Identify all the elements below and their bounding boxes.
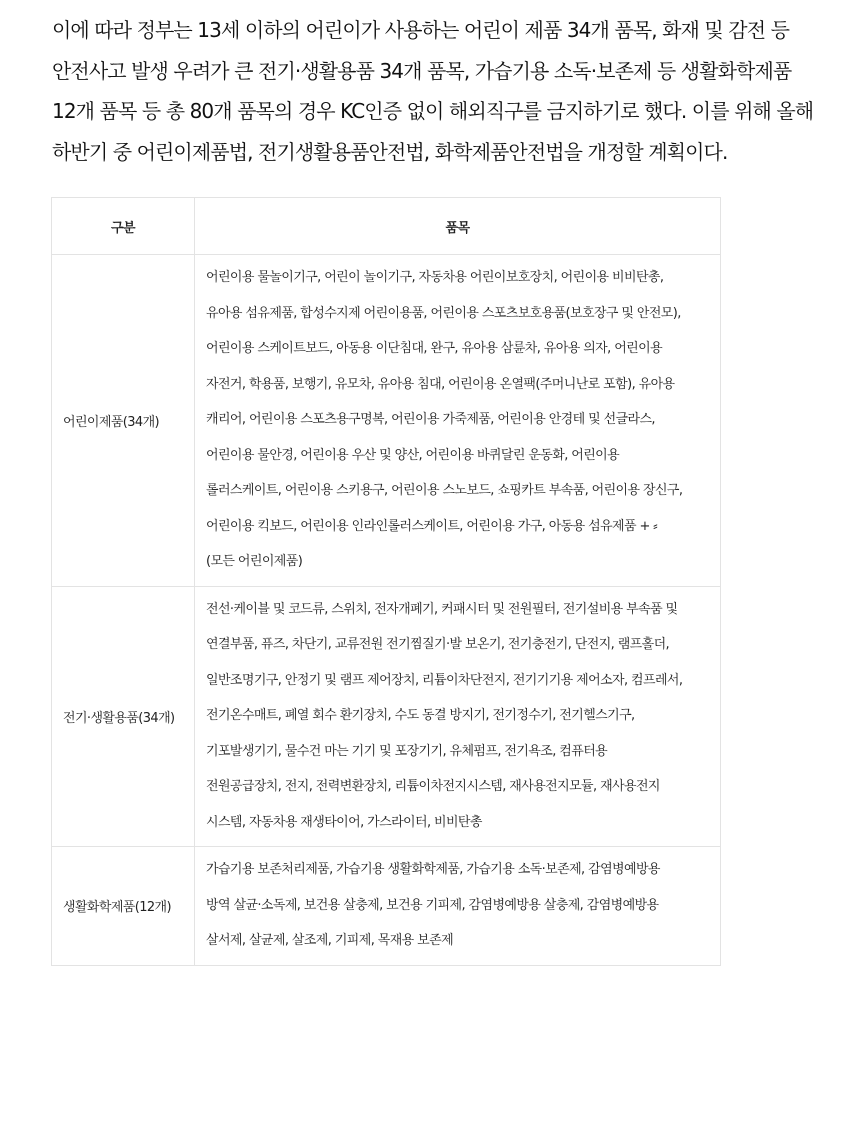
category-cell: 생활화학제품(12개) [52, 847, 195, 966]
items-line: 살서제, 살균제, 살조제, 기피제, 목재용 보존제 [206, 933, 454, 948]
items-line: 일반조명기구, 안정기 및 램프 제어장치, 리튬이차단전지, 전기기기용 제어소자, 컴프레서, [206, 672, 683, 688]
items-line: 어린이용 물놀이기구, 어린이 놀이기구, 자동차용 어린이보호장치, 어린이용 비비탄총, [206, 270, 664, 285]
items-cell [195, 586, 721, 847]
table-row-electrical-household [52, 586, 721, 847]
header-items: 품목 [195, 198, 721, 255]
items-line: 전원공급장치, 전지, 전력변환장치, 리튬이차전지시스템, 재사용전지모듈, 재사용전지 [206, 779, 660, 794]
intro-line: 안전사고 발생 우려가 큰 전기·생활용품 34개 품목, 가습기용 소독·보존제 등 생활화학제품 [52, 58, 792, 83]
intro-line: 이에 따라 정부는 13세 이하의 어린이가 사용하는 어린이 제품 34개 품목, 화재 및 감전 등 [52, 18, 790, 42]
items-line: 방역 살균·소독제, 보건용 살충제, 보건용 기피제, 감염병예방용 살충제, 감염병예방용 [206, 897, 659, 913]
items-line: 롤러스케이트, 어린이용 스키용구, 어린이용 스노보드, 쇼핑카트 부속품, 어린이용 장신구, [206, 483, 683, 498]
items-line: 자전거, 학용품, 보행기, 유모차, 유아용 침대, 어린이용 온열팩(주머니난로 포함), 유아용 [206, 376, 675, 392]
category-cell: 전기·생활용품(34개) [52, 586, 195, 847]
items-line: 연결부품, 퓨즈, 차단기, 교류전원 전기찜질기·발 보온기, 전기충전기, 단전지, 램프홀더, [206, 637, 670, 652]
items-line: 가습기용 보존처리제품, 가습기용 생활화학제품, 가습기용 소독·보존제, 감염병예방용 [206, 862, 660, 877]
ban-items-table [51, 197, 721, 966]
items-line: 어린이용 킥보드, 어린이용 인라인롤러스케이트, 어린이용 가구, 아동용 섬유제품 + ⸗ [206, 518, 658, 534]
items-cell [195, 847, 721, 966]
intro-line: 12개 품목 등 총 80개 품목의 경우 KC인증 없이 해외직구를 금지하기로 했다. 이를 위해 올해 [52, 99, 814, 124]
table-row-children-products [52, 255, 721, 587]
table-header-row [52, 198, 721, 255]
ban-items-table-container [51, 197, 721, 966]
items-line: 캐리어, 어린이용 스포츠용구명복, 어린이용 가죽제품, 어린이용 안경테 및 선글라스, [206, 412, 655, 427]
header-category: 구분 [52, 198, 195, 255]
items-line: 시스템, 자동차용 재생타이어, 가스라이터, 비비탄총 [206, 814, 482, 830]
items-line: 전선·케이블 및 코드류, 스위치, 전자개폐기, 커패시터 및 전원필터, 전기설비용 부속품 및 [206, 601, 678, 617]
items-line: 기포발생기기, 물수건 마는 기기 및 포장기기, 유체펌프, 전기욕조, 컴퓨터용 [206, 743, 608, 759]
category-cell: 어린이제품(34개) [52, 255, 195, 587]
table-row-household-chemicals [52, 847, 721, 966]
items-line: 어린이용 물안경, 어린이용 우산 및 양산, 어린이용 바퀴달린 운동화, 어린이용 [206, 447, 620, 463]
intro-paragraph [0, 0, 842, 173]
items-line: (모든 어린이제품) [206, 554, 303, 569]
intro-line: 하반기 중 어린이제품법, 전기생활용품안전법, 화학제품안전법을 개정할 계획이다. [52, 140, 728, 165]
items-line: 유아용 섬유제품, 합성수지제 어린이용품, 어린이용 스포츠보호용품(보호장구 및 안전모), [206, 305, 681, 321]
items-cell [195, 255, 721, 587]
items-line: 어린이용 스케이트보드, 아동용 이단침대, 완구, 유아용 삼륜차, 유아용 의자, 어린이용 [206, 341, 663, 356]
items-line: 전기온수매트, 폐열 회수 환기장치, 수도 동결 방지기, 전기정수기, 전기헬스기구, [206, 708, 635, 723]
